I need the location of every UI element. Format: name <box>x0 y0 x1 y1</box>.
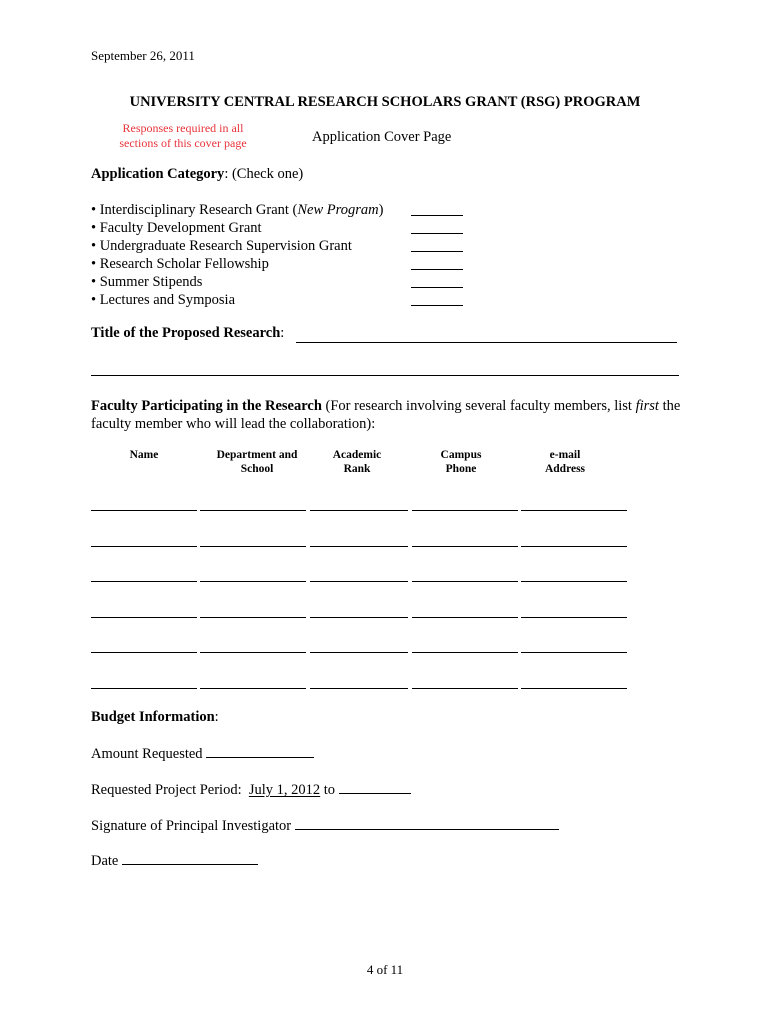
date-label: Date <box>91 853 119 869</box>
column-header-phone: Campus Phone <box>440 449 482 475</box>
faculty-department-field[interactable] <box>200 581 306 582</box>
faculty-phone-field[interactable] <box>412 688 518 689</box>
faculty-rank-field[interactable] <box>310 510 408 511</box>
faculty-department-field[interactable] <box>200 510 306 511</box>
page-subtitle: Application Cover Page <box>312 129 452 145</box>
page-title: UNIVERSITY CENTRAL RESEARCH SCHOLARS GRANT (RSG) PROGRAM <box>129 94 641 110</box>
category-check-line[interactable] <box>411 233 463 234</box>
research-title-field-continued[interactable] <box>91 375 679 376</box>
faculty-department-field[interactable] <box>200 546 306 547</box>
signature-field[interactable] <box>295 817 559 830</box>
category-item: • Interdisciplinary Research Grant (New Program) <box>91 201 463 219</box>
project-period-row <box>91 781 411 799</box>
amount-requested-field[interactable] <box>206 745 314 758</box>
category-heading-label: Application Category <box>91 166 225 182</box>
category-list <box>91 201 463 309</box>
category-check-line[interactable] <box>411 305 463 306</box>
faculty-department-field[interactable] <box>200 688 306 689</box>
project-period-end-field[interactable] <box>339 781 411 794</box>
amount-requested-label: Amount Requested <box>91 746 203 762</box>
research-title-label: Title of the Proposed Research: <box>91 325 285 341</box>
faculty-phone-field[interactable] <box>412 510 518 511</box>
faculty-rank-field[interactable] <box>310 546 408 547</box>
faculty-department-field[interactable] <box>200 617 306 618</box>
faculty-phone-field[interactable] <box>412 581 518 582</box>
research-title-field[interactable] <box>296 342 677 343</box>
project-period-label: Requested Project Period: <box>91 782 242 798</box>
budget-heading: Budget Information: <box>91 709 219 725</box>
faculty-phone-field[interactable] <box>412 546 518 547</box>
project-period-to: to <box>323 782 336 798</box>
category-item: • Undergraduate Research Supervision Grant <box>91 237 463 255</box>
faculty-instructions: Faculty Participating in the Research (For research involving several faculty members, list first the faculty member who will lead the collaboration): <box>91 398 681 432</box>
faculty-rank-field[interactable] <box>310 617 408 618</box>
document-date: September 26, 2011 <box>91 48 195 63</box>
faculty-email-field[interactable] <box>521 581 627 582</box>
date-row <box>91 852 258 870</box>
faculty-email-field[interactable] <box>521 652 627 653</box>
required-note: Responses required in all sections of this cover page <box>119 121 247 150</box>
date-field[interactable] <box>122 852 258 865</box>
amount-requested-row <box>91 745 314 763</box>
faculty-name-field[interactable] <box>91 617 197 618</box>
faculty-name-field[interactable] <box>91 688 197 689</box>
column-header-department: Department and School <box>216 449 298 475</box>
column-header-rank: Academic Rank <box>332 449 382 475</box>
faculty-rank-field[interactable] <box>310 688 408 689</box>
faculty-phone-field[interactable] <box>412 652 518 653</box>
category-item: • Research Scholar Fellowship <box>91 255 463 273</box>
column-header-name: Name <box>129 449 159 461</box>
faculty-department-field[interactable] <box>200 652 306 653</box>
project-period-start: July 1, 2012 <box>248 782 321 798</box>
faculty-email-field[interactable] <box>521 688 627 689</box>
faculty-name-field[interactable] <box>91 652 197 653</box>
faculty-email-field[interactable] <box>521 546 627 547</box>
category-item: • Summer Stipends <box>91 273 463 291</box>
faculty-rank-field[interactable] <box>310 581 408 582</box>
category-check-line[interactable] <box>411 269 463 270</box>
category-check-line[interactable] <box>411 287 463 288</box>
faculty-name-field[interactable] <box>91 581 197 582</box>
faculty-rank-field[interactable] <box>310 652 408 653</box>
page-number: 4 of 11 <box>366 962 404 977</box>
category-heading-instruction: : (Check one) <box>224 166 304 182</box>
faculty-phone-field[interactable] <box>412 617 518 618</box>
category-check-line[interactable] <box>411 251 463 252</box>
faculty-name-field[interactable] <box>91 546 197 547</box>
signature-row <box>91 817 559 835</box>
category-item: • Faculty Development Grant <box>91 219 463 237</box>
faculty-name-field[interactable] <box>91 510 197 511</box>
category-item: • Lectures and Symposia <box>91 291 463 309</box>
category-heading <box>91 166 303 183</box>
faculty-email-field[interactable] <box>521 617 627 618</box>
category-check-line[interactable] <box>411 215 463 216</box>
column-header-email: e-mail Address <box>544 449 586 475</box>
signature-label: Signature of Principal Investigator <box>91 818 292 834</box>
faculty-email-field[interactable] <box>521 510 627 511</box>
